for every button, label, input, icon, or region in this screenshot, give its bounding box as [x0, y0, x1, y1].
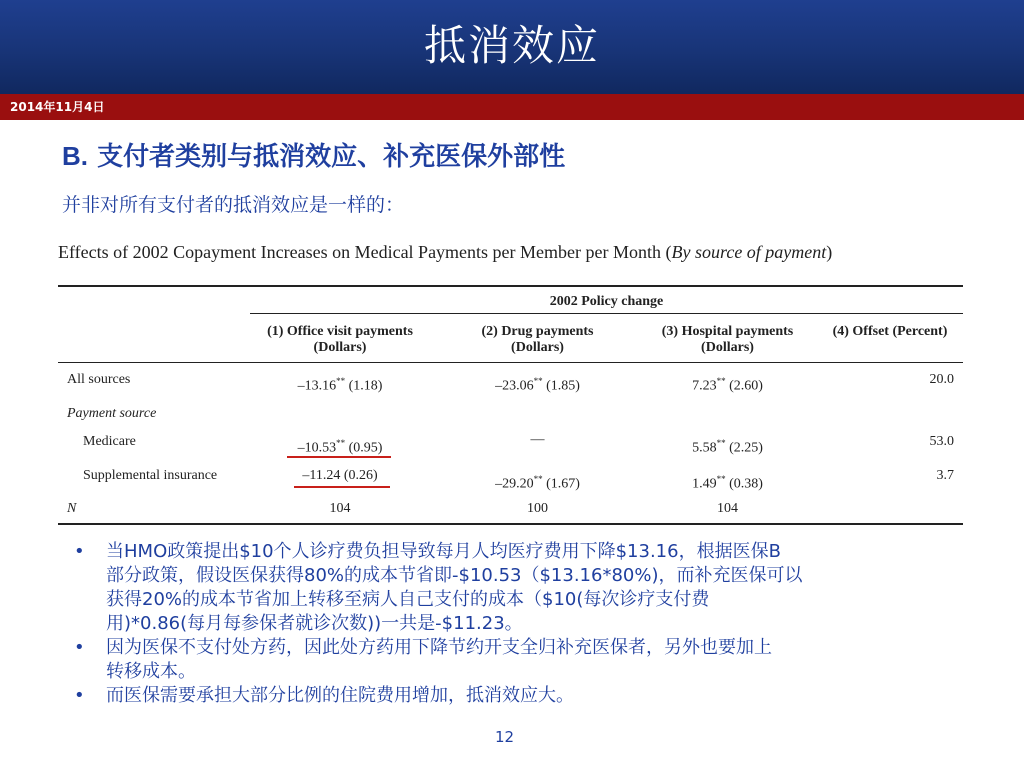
cell-supp-drug-se: (1.67): [542, 476, 580, 492]
caption-italic: By source of payment: [671, 242, 827, 262]
cell-supp-hospital-se: (0.38): [725, 476, 763, 492]
slide-header: [0, 0, 1024, 94]
row-label-payment-source: Payment source: [67, 406, 157, 421]
cell-all-drug-se: (1.85): [542, 378, 580, 394]
cell-n-drug: 100: [527, 501, 548, 516]
subtitle-prefix: B.: [62, 141, 88, 171]
bullet-dot: •: [74, 685, 85, 706]
subtitle-text: 支付者类别与抵消效应、补充医保外部性: [97, 142, 566, 172]
cell-all-hospital-sig: **: [716, 376, 726, 386]
bullet-dot: •: [74, 637, 85, 658]
cell-all-hospital-se: (2.60): [725, 378, 763, 394]
cell-all-office-value: –13.16: [297, 378, 337, 394]
cell-all-office-se: (1.18): [345, 378, 383, 394]
col-header-offset-line1: (4) Offset (Percent): [832, 324, 948, 339]
row-label-supplemental: Supplemental insurance: [83, 468, 218, 483]
cell-supp-office: –11.24 (0.26): [302, 468, 378, 483]
group-header: 2002 Policy change: [549, 294, 664, 309]
cell-medicare-office-sig: **: [336, 438, 346, 448]
bullet-3-line-1: 而医保需要承担大部分比例的住院费用增加，抵消效应大。: [106, 685, 574, 706]
col-header-offset: [820, 324, 960, 340]
table-bottom-rule: [58, 523, 963, 525]
cell-supp-hospital: [645, 474, 810, 493]
cell-medicare-hospital-sig: **: [716, 438, 726, 448]
col-header-drug: [455, 324, 620, 356]
supp-office-underline: [294, 486, 390, 488]
section-subtitle: [62, 136, 565, 173]
cell-all-offset: 20.0: [929, 372, 954, 387]
bullet-1-line-3: 获得20%的成本节省加上转移至病人自己支付的成本（$10(每次诊疗支付费: [106, 589, 710, 610]
cell-medicare-hospital-se: (2.25): [725, 440, 763, 456]
col-header-hospital: [645, 324, 810, 356]
row-label-all-sources: All sources: [67, 372, 131, 387]
cell-supp-hospital-sig: **: [716, 474, 726, 484]
bullet-1-line-1: 当HMO政策提出$10个人诊疗费负担导致每月人均医疗费用下降$13.16，根据医保B: [106, 541, 781, 562]
bullet-item: [70, 636, 970, 684]
col-header-office-line1: (1) Office visit payments: [267, 324, 413, 339]
table-top-rule: [58, 285, 963, 287]
row-label-n: N: [67, 501, 77, 516]
bullet-item: [70, 540, 970, 636]
cell-supp-drug-sig: **: [533, 474, 543, 484]
cell-medicare-office-value: –10.53: [297, 440, 337, 456]
group-header-rule: [250, 313, 963, 314]
date-bar: [0, 94, 1024, 120]
cell-supp-hospital-value: 1.49: [692, 476, 717, 492]
cell-medicare-drug: —: [530, 432, 545, 447]
medicare-office-underline: [287, 456, 391, 458]
bullet-2-line-2: 转移成本。: [106, 661, 196, 682]
col-header-office-line2: (Dollars): [313, 340, 367, 355]
cell-supp-drug: [455, 474, 620, 493]
cell-medicare-office: [250, 438, 430, 457]
cell-medicare-offset: 53.0: [929, 434, 954, 449]
cell-supp-offset: 3.7: [936, 468, 954, 483]
bullet-2-line-1: 因为医保不支付处方药，因此处方药用下降节约开支全归补充医保者，另外也要加上: [106, 637, 772, 658]
col-header-drug-line2: (Dollars): [511, 340, 564, 355]
page-number: 12: [495, 728, 515, 746]
col-header-office: [250, 324, 430, 356]
slide-date: 2014年11月4日: [10, 100, 105, 114]
cell-n-office: 104: [329, 501, 351, 516]
cell-all-drug: [455, 376, 620, 395]
bullet-list: [70, 540, 970, 708]
bullet-dot: •: [74, 541, 85, 562]
caption-main: Effects of 2002 Copayment Increases on Medical Payments per Member per Month (: [58, 242, 672, 262]
row-label-medicare: Medicare: [83, 434, 136, 449]
cell-medicare-office-se: (0.95): [345, 440, 383, 456]
cell-medicare-hospital-value: 5.58: [692, 440, 717, 456]
intro-text: 并非对所有支付者的抵消效应是一样的：: [62, 194, 405, 216]
bullet-1-line-2: 部分政策，假设医保获得80%的成本节省即-$10.53（$13.16*80%)，而补充医保可以: [106, 565, 803, 586]
col-header-hospital-line1: (3) Hospital payments: [661, 324, 794, 339]
cell-medicare-hospital: [645, 438, 810, 457]
cell-all-office: [250, 376, 430, 395]
cell-all-drug-sig: **: [533, 376, 543, 386]
header-bottom-rule: [58, 362, 963, 363]
cell-all-drug-value: –23.06: [495, 378, 534, 394]
cell-supp-drug-value: –29.20: [495, 476, 534, 492]
slide-title: 抵消效应: [423, 21, 600, 70]
cell-all-office-sig: **: [336, 376, 346, 386]
col-header-drug-line1: (2) Drug payments: [481, 324, 594, 339]
col-header-hospital-line2: (Dollars): [701, 340, 754, 355]
caption-end: ): [826, 242, 833, 262]
cell-all-hospital: [645, 376, 810, 395]
bullet-item: [70, 684, 970, 708]
cell-n-hospital: 104: [717, 501, 738, 516]
cell-all-hospital-value: 7.23: [692, 378, 717, 394]
table-caption: [58, 242, 832, 263]
bullet-1-line-4: 用)*0.86(每月每参保者就诊次数))一共是-$11.23。: [106, 613, 523, 634]
